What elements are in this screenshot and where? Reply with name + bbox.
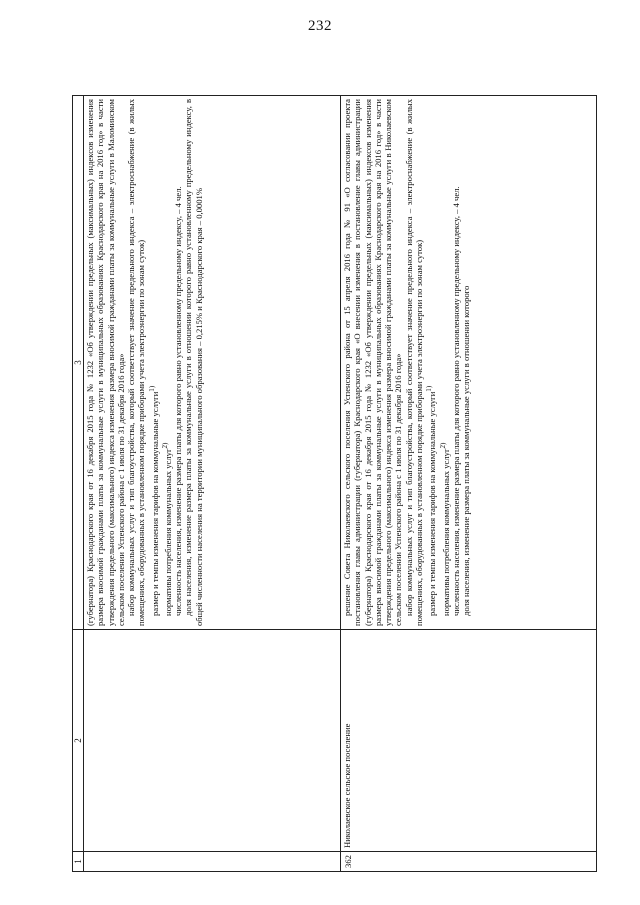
row-details bbox=[84, 96, 341, 630]
detail-paragraph: (губернатора) Краснодарского края от 16 декабря 2015 года № 1232 «Об утверждении предельных (максимальных) индексов изменения размера вносимой гражданами платы за коммунальные услуги в муниципальных образованиях Краснодарского края на 2016 год» в части утверждения предельного (максимального) индекса изменения размера вносимой гражданами платы за коммунальные услуги в Маломинском сельском поселении Успенского района с 1 июля по 31 декабря 2016 года» bbox=[85, 99, 126, 626]
detail-paragraph: размер и темпы изменения тарифов на коммунальные услуги$^{1)}$ bbox=[425, 385, 438, 616]
row-number bbox=[84, 852, 341, 872]
page-number: 232 bbox=[308, 18, 332, 34]
detail-text: размер и темпы изменения тарифов на коммунальные услуги bbox=[149, 391, 160, 616]
column-header-3: 3 bbox=[73, 96, 84, 630]
table-header-row bbox=[73, 96, 84, 872]
column-header-1: 1 bbox=[73, 852, 84, 872]
detail-paragraph: набор коммунальных услуг и тип благоустройства, который соответствует значение предельного индекса – электроснабжение (в жилых помещениях, оборудованных в установленном порядке приборами учета электроэнергии по зонам суток) bbox=[403, 99, 425, 626]
rotated-table-container bbox=[72, 96, 596, 872]
row-number: 362 bbox=[341, 852, 597, 872]
settlement-name: Николаевское сельское поселение bbox=[341, 630, 597, 852]
settlement-name bbox=[84, 630, 341, 852]
detail-paragraph: численность населения, изменение размера платы для которого равно установленному предельному индексу, – 4 чел. bbox=[450, 186, 461, 616]
detail-paragraph: доля населения, изменение размера платы за коммунальные услуги в отношении которого равно установленному предельному индексу, в общей численности населения на территории муниципального образования – 0,215% и Краснодарского края – 0,0001% bbox=[183, 99, 204, 626]
data-table bbox=[72, 95, 597, 872]
detail-text: нормативы потребления коммунальных услуг bbox=[440, 448, 451, 616]
detail-paragraph: набор коммунальных услуг и тип благоустройства, который соответствует значение предельного индекса – электроснабжение (в жилых помещениях, оборудованных в установленном порядке приборами учета электроэнергии по зонам суток) bbox=[126, 99, 147, 626]
detail-paragraph: решение Совета Николаевского сельского поселения Успенского района от 15 апреля 2016 года № 91 «О согласовании проекта постановления главы администрации (губернатора) Краснодарского края «О внесении изменения в постановление главы администрации (губернатора) Краснодарского края от 16 декабря 2015 года № 1232 «Об утверждении предельных (максимальных) индексов изменения размера вносимой гражданами платы за коммунальные услуги в муниципальных образованиях Краснодарского края на 2016 год» в части утверждения предельного (максимального) индекса изменения размера вносимой гражданами платы за коммунальные услуги в Николаевском сельском поселении Успенского района с 1 июля по 31 декабря 2016 года» bbox=[342, 99, 404, 626]
detail-text: размер и темпы изменения тарифов на коммунальные услуги bbox=[427, 391, 438, 616]
table-row bbox=[341, 96, 597, 872]
row-details bbox=[341, 96, 597, 630]
detail-paragraph: нормативы потребления коммунальных услуг$^{2)}$ bbox=[438, 442, 451, 616]
column-header-2: 2 bbox=[73, 630, 84, 852]
detail-paragraph: нормативы потребления коммунальных услуг$^{2)}$ bbox=[160, 442, 173, 616]
table-row bbox=[84, 96, 341, 872]
detail-paragraph: доля населения, изменение размера платы за коммунальные услуги в отношении которого bbox=[460, 285, 471, 616]
detail-paragraph: размер и темпы изменения тарифов на коммунальные услуги$^{1)}$ bbox=[147, 385, 160, 616]
detail-text: нормативы потребления коммунальных услуг bbox=[162, 448, 173, 616]
detail-paragraph: численность населения, изменение размера платы для которого равно установленному предельному индексу, – 4 чел. bbox=[173, 186, 184, 616]
